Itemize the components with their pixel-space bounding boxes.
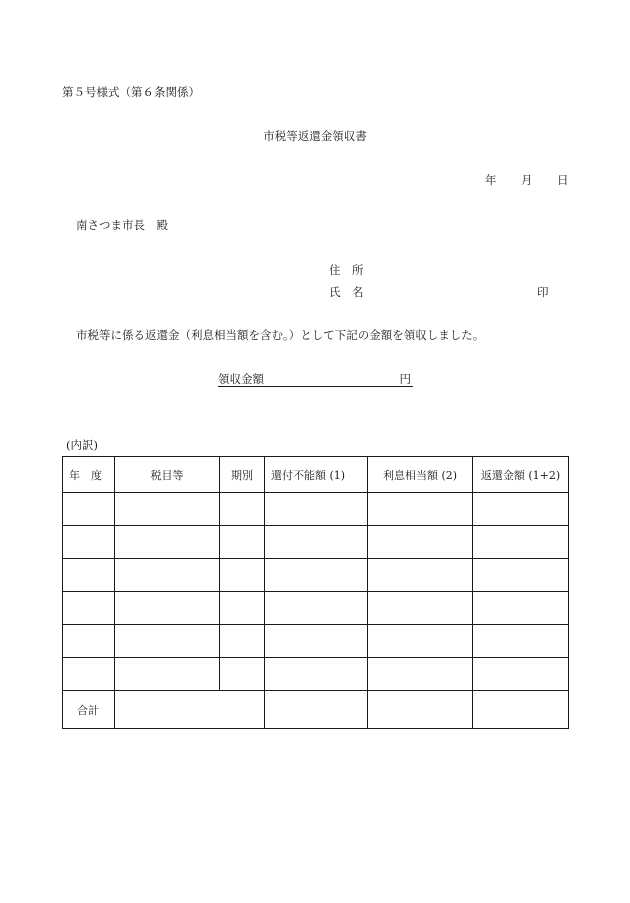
interest-amount-cell [368, 559, 473, 592]
header-tax-item: 税目等 [115, 457, 220, 493]
yen-unit: 円 [399, 372, 411, 386]
interest-amount-cell [368, 493, 473, 526]
period-cell [220, 526, 265, 559]
unrefundable-amount-cell [265, 493, 368, 526]
unrefundable-amount-cell [265, 559, 368, 592]
period-cell [220, 592, 265, 625]
date-day-label: 日 [557, 173, 569, 187]
header-unrefundable-amount: 還付不能額 (1) [265, 457, 368, 493]
unrefundable-amount-cell [265, 658, 368, 691]
unrefundable-amount-cell [265, 625, 368, 658]
breakdown-label: (内訳) [66, 438, 98, 452]
period-cell [220, 658, 265, 691]
total-return-amount-cell [473, 691, 569, 729]
document-title: 市税等返還金領収書 [263, 129, 367, 143]
form-number: 第５号様式（第６条関係） [62, 85, 200, 99]
return-amount-cell [473, 526, 569, 559]
table-row [63, 493, 569, 526]
fiscal-year-cell [63, 592, 115, 625]
fiscal-year-cell [63, 658, 115, 691]
interest-amount-cell [368, 658, 473, 691]
header-interest-amount: 利息相当額 (2) [368, 457, 473, 493]
total-row [63, 691, 569, 729]
table-row [63, 658, 569, 691]
seal-label: 印 [537, 285, 549, 299]
breakdown-table [62, 456, 569, 729]
interest-amount-cell [368, 526, 473, 559]
return-amount-cell [473, 559, 569, 592]
received-amount-field [218, 371, 413, 387]
table-header-row [63, 457, 569, 493]
table-row [63, 526, 569, 559]
fiscal-year-cell [63, 526, 115, 559]
interest-amount-cell [368, 592, 473, 625]
date-year-label: 年 [485, 173, 497, 187]
table-row [63, 592, 569, 625]
header-fiscal-year: 年 度 [63, 457, 115, 493]
header-period: 期別 [220, 457, 265, 493]
fiscal-year-cell [63, 559, 115, 592]
return-amount-cell [473, 658, 569, 691]
period-cell [220, 559, 265, 592]
tax-item-cell [115, 625, 220, 658]
interest-amount-cell [368, 625, 473, 658]
return-amount-cell [473, 493, 569, 526]
date-month-label: 月 [521, 173, 533, 187]
total-unrefundable-amount-cell [265, 691, 368, 729]
table-row [63, 625, 569, 658]
table-row [63, 559, 569, 592]
tax-item-cell [115, 493, 220, 526]
tax-item-cell [115, 526, 220, 559]
total-label: 合計 [63, 691, 115, 729]
name-label: 氏 名 [329, 285, 364, 299]
header-return-amount: 返還金額 (1+2) [473, 457, 569, 493]
total-merged-cell [115, 691, 265, 729]
return-amount-cell [473, 625, 569, 658]
address-label: 住 所 [329, 263, 364, 277]
tax-item-cell [115, 592, 220, 625]
received-amount-label: 領収金額 [218, 372, 264, 386]
unrefundable-amount-cell [265, 526, 368, 559]
fiscal-year-cell [63, 493, 115, 526]
tax-item-cell [115, 559, 220, 592]
period-cell [220, 625, 265, 658]
addressee: 南さつま市長 殿 [76, 218, 168, 232]
return-amount-cell [473, 592, 569, 625]
fiscal-year-cell [63, 625, 115, 658]
receipt-statement: 市税等に係る返還金（利息相当額を含む。）として下記の金額を領収しました。 [76, 328, 485, 342]
tax-item-cell [115, 658, 220, 691]
period-cell [220, 493, 265, 526]
total-interest-amount-cell [368, 691, 473, 729]
unrefundable-amount-cell [265, 592, 368, 625]
